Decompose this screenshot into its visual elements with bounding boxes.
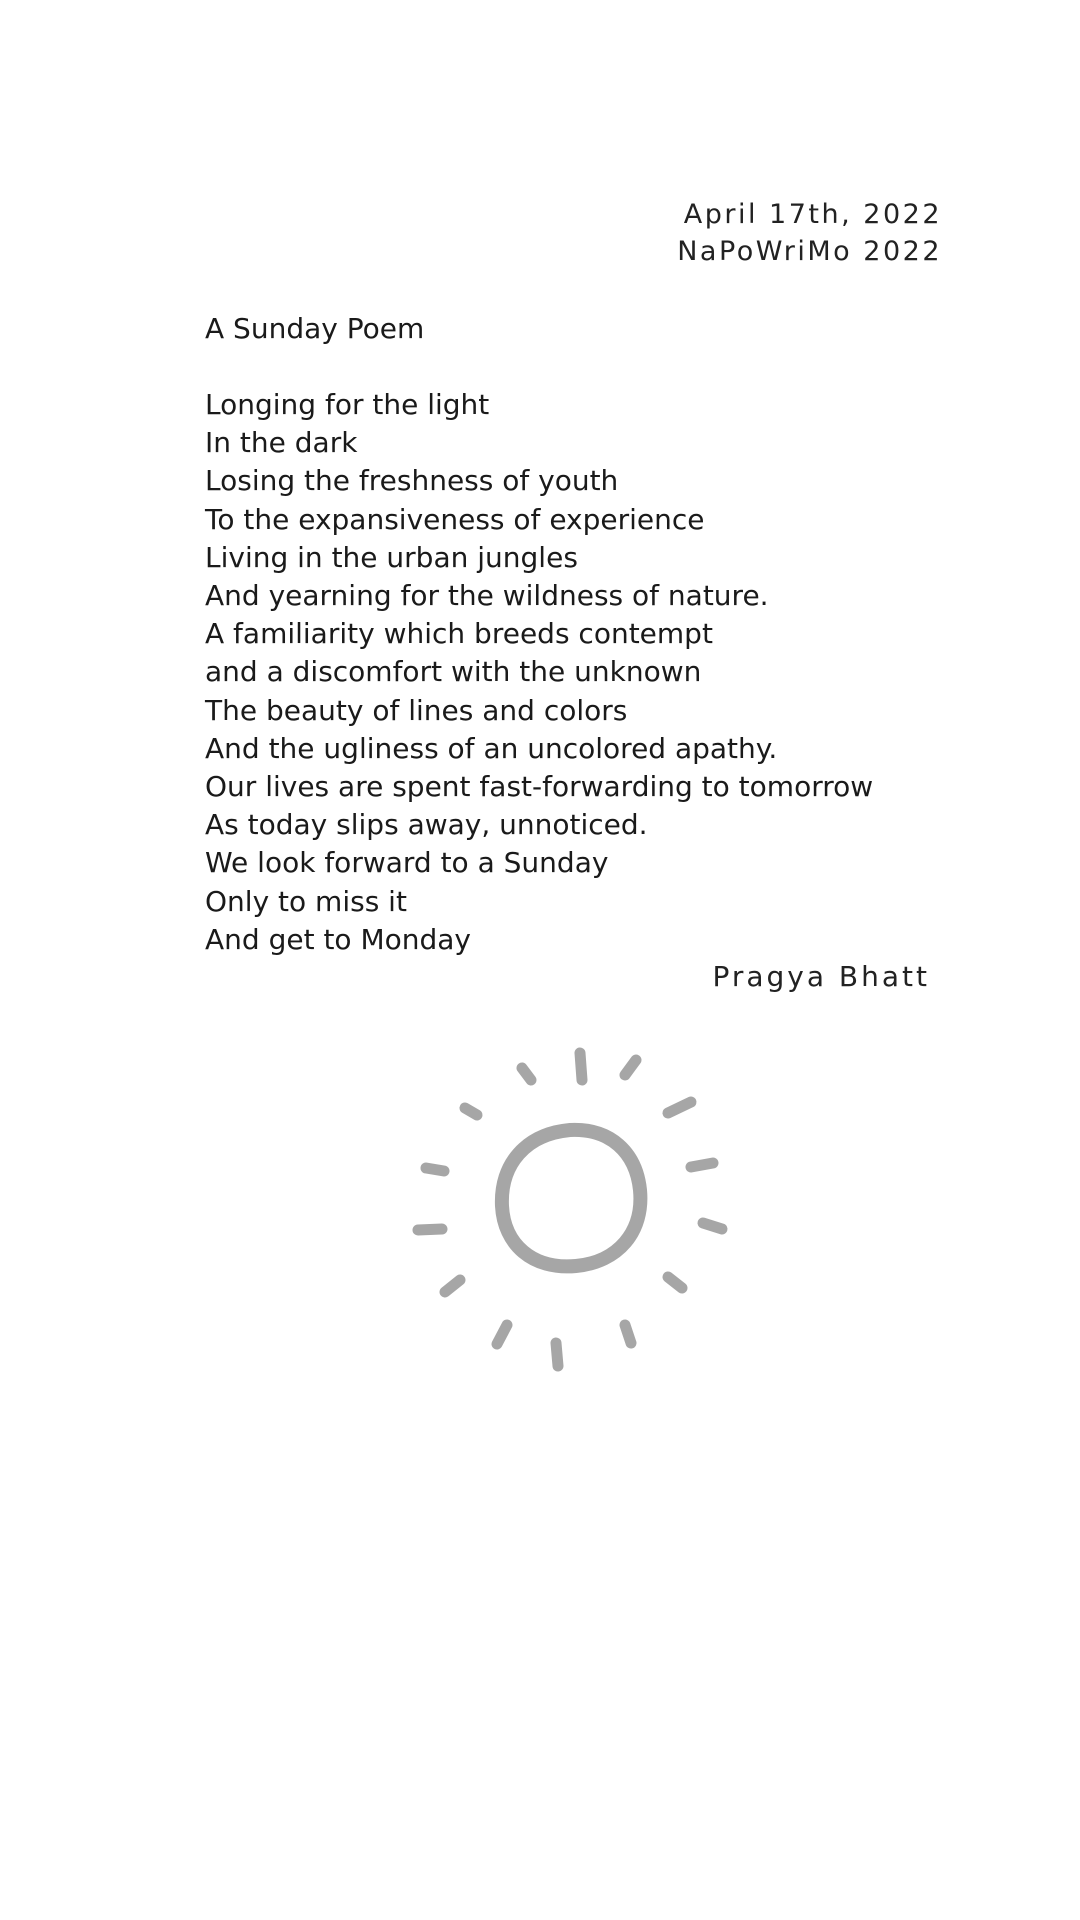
sun-ray — [418, 1229, 442, 1230]
sun-ray — [625, 1325, 631, 1343]
poem-body — [205, 310, 965, 959]
poem-line: The beauty of lines and colors — [205, 693, 628, 727]
sun-ray — [445, 1280, 460, 1292]
sun-ray — [465, 1108, 477, 1115]
poem-header — [677, 196, 942, 270]
sun-ray — [522, 1068, 531, 1080]
poem-line: Longing for the light — [205, 388, 490, 421]
sun-disc — [502, 1130, 641, 1267]
poem-date: April 17th, 2022 — [683, 199, 942, 230]
poem-line: In the dark — [205, 426, 358, 460]
poem-line: And get to Monday — [205, 922, 471, 956]
poem-line: We look forward to a Sunday — [205, 846, 609, 880]
sun-ray — [668, 1102, 691, 1113]
poem-line: Living in the urban jungles — [205, 540, 578, 574]
sun-ray — [426, 1168, 444, 1171]
poem-line: Our lives are spent fast-forwarding to tomorrow — [205, 770, 874, 804]
poem-event: NaPoWriMo 2022 — [677, 236, 942, 267]
poem-line: Losing the freshness of youth — [205, 464, 619, 498]
sun-ray — [703, 1223, 722, 1229]
sun-ray — [668, 1277, 682, 1288]
poem-line: As today slips away, unnoticed. — [205, 808, 648, 842]
sun-ray — [580, 1053, 582, 1080]
poem-line: And the ugliness of an uncolored apathy. — [205, 731, 778, 765]
poem-lines — [205, 386, 965, 959]
poem-line: Only to miss it — [205, 884, 407, 918]
sun-ray — [625, 1060, 636, 1075]
poem-line: and a discomfort with the unknown — [205, 655, 702, 689]
sun-ray — [497, 1325, 507, 1344]
sun-icon — [400, 1040, 740, 1380]
poem-line: And yearning for the wildness of nature. — [205, 579, 769, 613]
sun-ray — [556, 1343, 558, 1366]
poem-author: Pragya Bhatt — [712, 960, 930, 993]
poem-title: A Sunday Poem — [205, 312, 425, 345]
poem-line: A familiarity which breeds contempt — [205, 617, 713, 651]
poem-line: To the expansiveness of experience — [205, 502, 705, 536]
sun-ray — [691, 1163, 713, 1167]
